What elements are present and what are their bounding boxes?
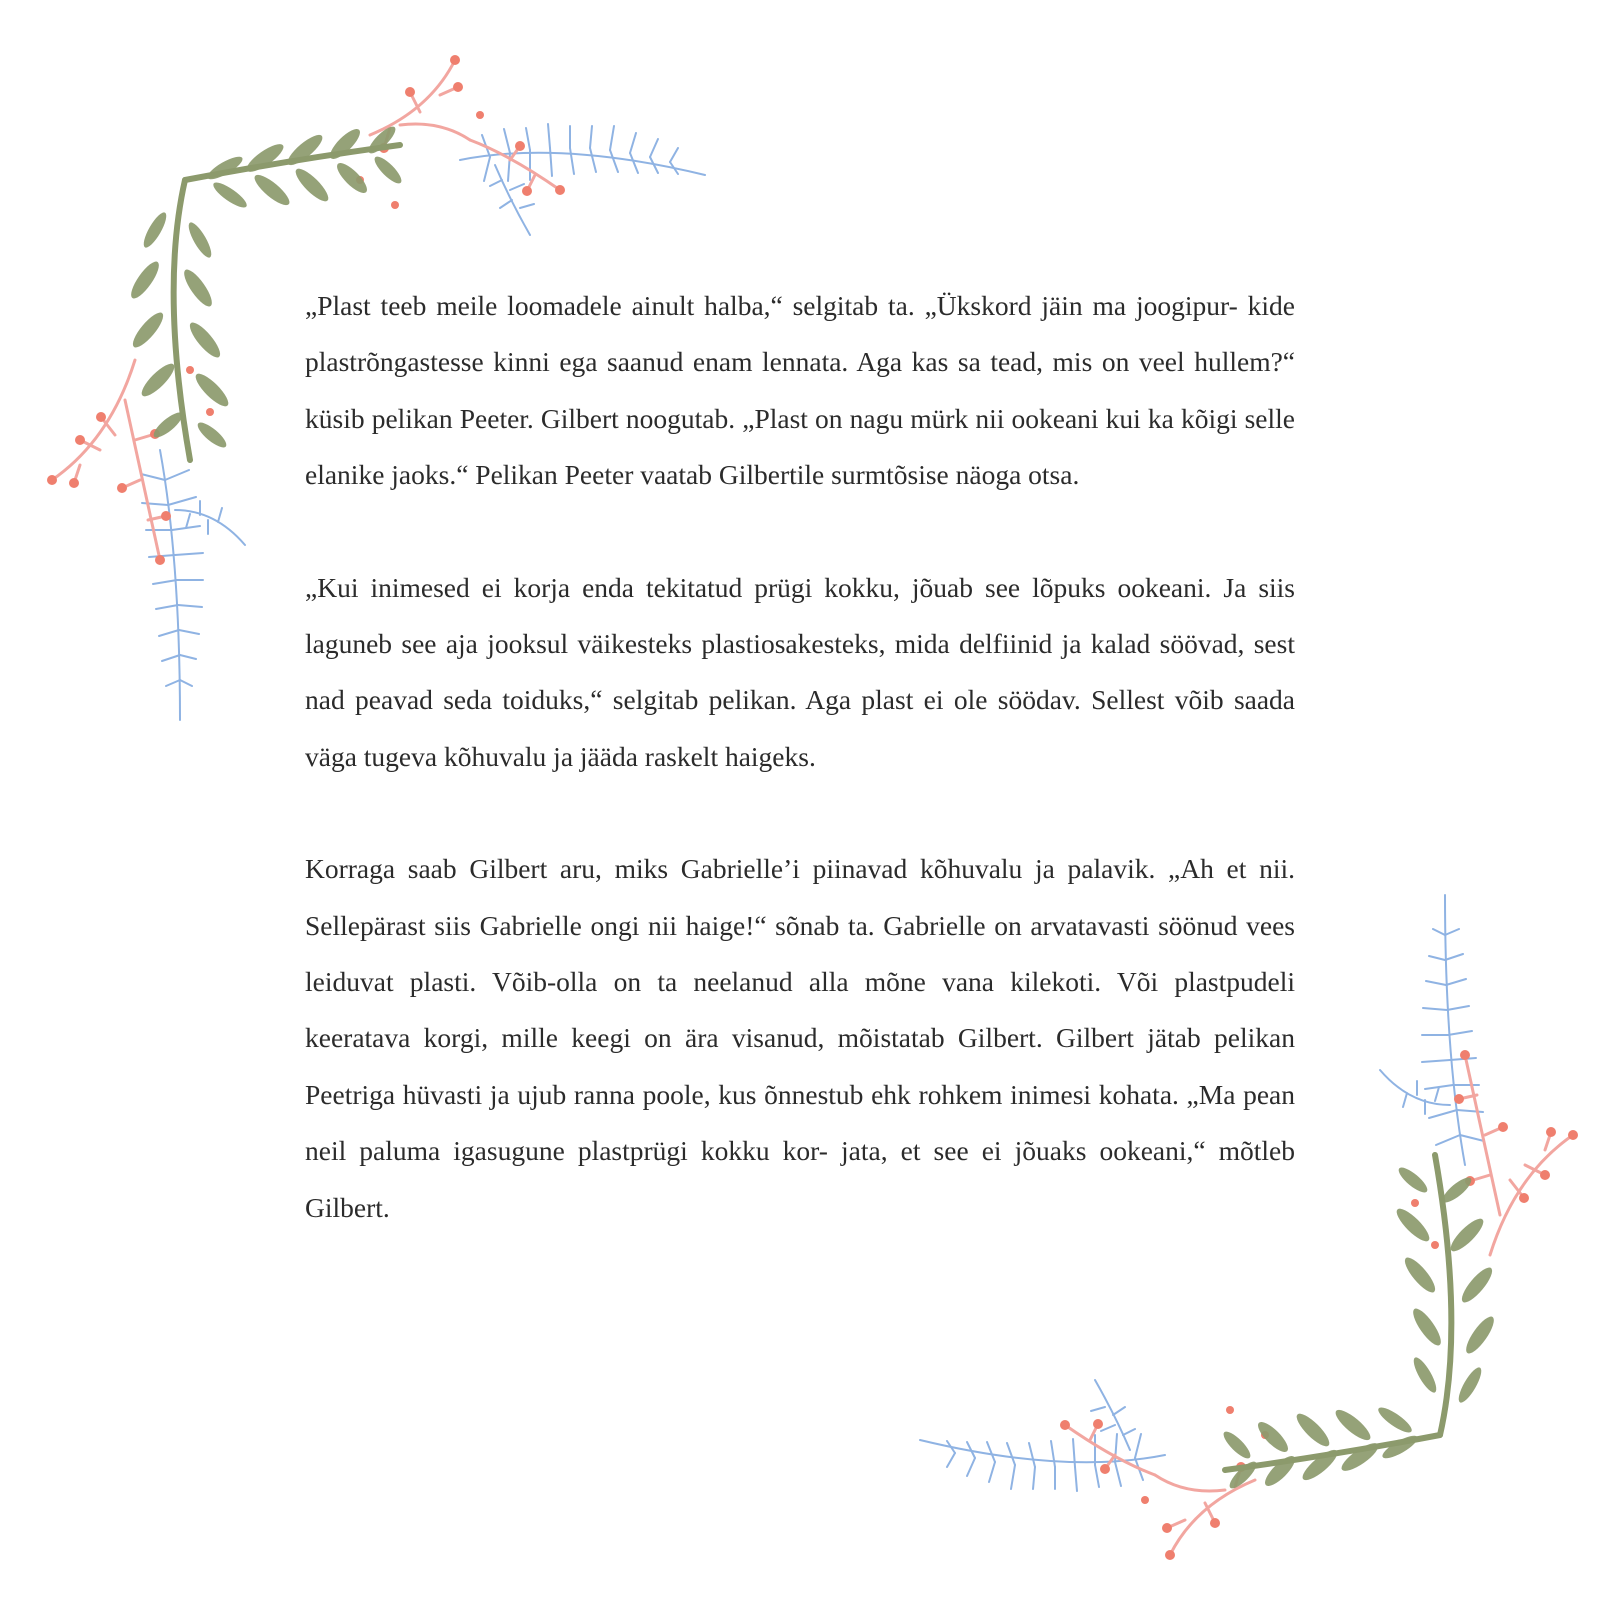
text-line: hullem?“ küsib pelikan Peeter. Gilbert noogutab. „Plast on nagu mürk nii ookeani — [305, 346, 1296, 434]
text-line: kui ka kõigi selle elanike jaoks.“ Pelikan Peeter vaatab Gilbertile surmtõsise näoga — [305, 402, 1295, 491]
text-line: jata, et see ei jõuaks ookeani,“ mõtleb Gilbert. — [305, 1135, 1296, 1223]
text-line: Sellest võib saada väga tugeva kõhuvalu ja jääda raskelt haigeks. — [305, 684, 1296, 772]
text-line: „Kui inimesed ei korja enda tekitatud prügi kokku, jõuab see lõpuks ookeani. Ja — [305, 571, 1247, 603]
text-line: kide plastrõngastesse kinni ega saanud enam lennata. Aga kas sa tead, mis on veel — [305, 290, 1295, 378]
text-line: „Plast teeb meile loomadele ainult halba,“ selgitab ta. „Ükskord jäin ma joogipur- — [305, 290, 1238, 321]
text-line: siis laguneb see aja jooksul väikesteks plastiosakesteks, mida delfiinid ja kalad — [305, 571, 1296, 660]
blue-seaweed-branch-vertical — [1380, 895, 1484, 1165]
story-text — [305, 278, 1295, 1236]
text-line: nii. Sellepärast siis Gabrielle ongi nii haige!“ sõnab ta. Gabrielle on arvatavasti — [305, 853, 1295, 941]
text-line: Gilbert jätab pelikan Peetriga hüvasti ja ujub ranna poole, kus õnnestub ehk — [305, 1022, 1295, 1110]
text-line: otsa. — [1028, 459, 1080, 491]
olive-seaweed-branch-horizontal — [185, 123, 405, 211]
text-line: rohkem inimesi kohata. „Ma pean neil paluma igasugune plastprügi kokku kor- — [305, 1078, 1295, 1167]
text-line: söövad, sest nad peavad seda toiduks,“ selgitab pelikan. Aga plast ei ole söödav. — [305, 628, 1295, 716]
text-line: Korraga saab Gilbert aru, miks Gabrielle’i piinavad kõhuvalu ja palavik. „Ah et — [305, 853, 1247, 885]
olive-seaweed-branch-horizontal — [1220, 1404, 1440, 1492]
blue-seaweed-branch-horizontal — [920, 1380, 1165, 1491]
paragraph-1 — [305, 278, 1295, 504]
paragraph-3 — [305, 841, 1295, 1236]
text-line: plastpudeli keeratava korgi, mille keegi on ära visanud, mõistatab Gilbert. — [305, 966, 1296, 1054]
paragraph-2 — [305, 560, 1295, 786]
blue-seaweed-branch-vertical — [141, 450, 245, 720]
olive-seaweed-branch-vertical — [1392, 1155, 1498, 1435]
text-line: söönud vees leiduvat plasti. Võib-olla on ta neelanud alla mõne vana kilekoti. Või — [305, 909, 1295, 998]
blue-seaweed-branch-horizontal — [460, 124, 705, 235]
olive-seaweed-branch-vertical — [127, 180, 233, 460]
